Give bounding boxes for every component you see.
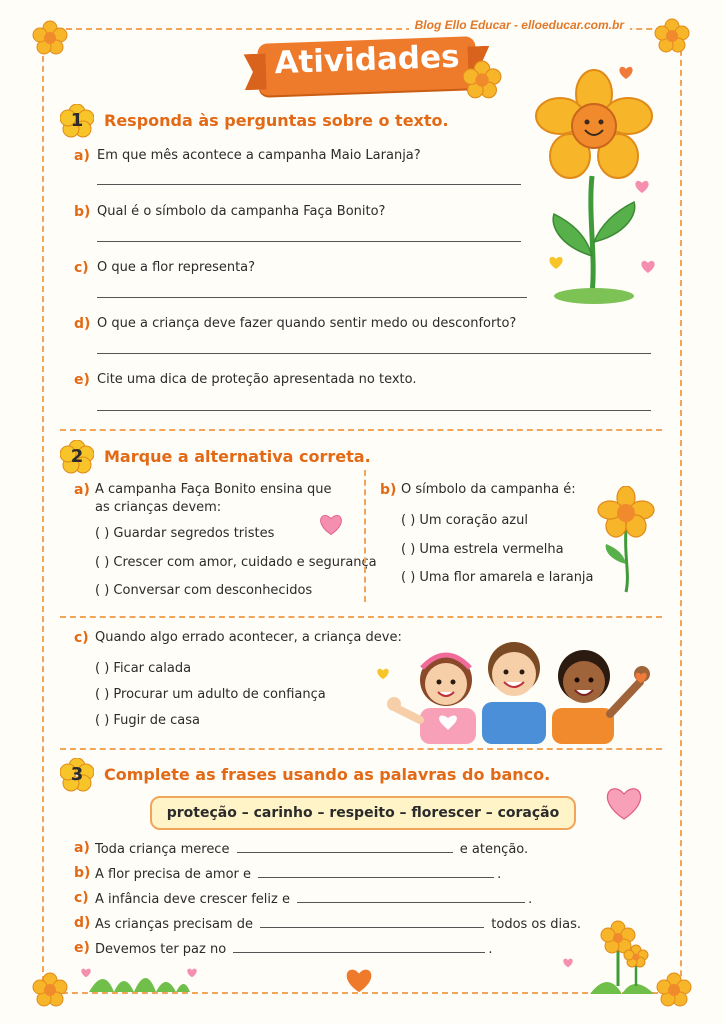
- sentence-after: .: [488, 942, 493, 957]
- heart-icon: [634, 672, 648, 684]
- section3-heading: Complete as frases usando as palavras do banco.: [104, 765, 551, 784]
- sentence-after: todos os dias.: [491, 917, 582, 932]
- option-checkbox[interactable]: ( ) Uma flor amarela e laranja: [401, 570, 594, 585]
- sentence-row: [95, 865, 501, 882]
- sentence-before: A infância deve crescer feliz e: [95, 892, 290, 907]
- section-divider: [60, 616, 662, 618]
- sentence-before: As crianças precisam de: [95, 917, 253, 932]
- heart-icon: [562, 958, 574, 968]
- section1-heading: Responda às perguntas sobre o texto.: [104, 111, 449, 130]
- question-letter: e): [74, 372, 90, 388]
- option-checkbox[interactable]: ( ) Conversar com desconhecidos: [95, 583, 313, 598]
- sentence-letter: c): [74, 890, 89, 906]
- word-bank: proteção – carinho – respeito – florescer – coração: [150, 796, 576, 830]
- sentence-letter: d): [74, 915, 91, 931]
- blog-credit: Blog Ello Educar - elloeducar.com.br: [409, 18, 630, 32]
- sentence-after: e atenção.: [459, 842, 529, 857]
- flower-icon: [596, 486, 656, 594]
- heart-icon: [344, 968, 374, 994]
- title-flower-icon: [462, 60, 502, 100]
- heart-icon: [634, 180, 650, 194]
- corner-flower-icon: [32, 20, 68, 56]
- option-checkbox[interactable]: ( ) Procurar um adulto de confiança: [95, 687, 326, 702]
- page-title: Atividades: [273, 38, 461, 82]
- question-text: Qual é o símbolo da campanha Faça Bonito?: [97, 204, 386, 219]
- corner-flower-icon: [656, 972, 692, 1008]
- option-checkbox[interactable]: ( ) Crescer com amor, cuidado e segurança: [95, 555, 377, 570]
- section2-heading: Marque a alternativa correta.: [104, 447, 371, 466]
- question-text: O que a criança deve fazer quando sentir medo ou desconforto?: [97, 316, 517, 331]
- sentence-row: [95, 840, 528, 857]
- corner-flower-icon: [32, 972, 68, 1008]
- heart-icon: [80, 968, 92, 978]
- fill-blank[interactable]: [297, 890, 525, 903]
- question-text: A campanha Faça Bonito ensina que: [95, 482, 332, 497]
- fill-blank[interactable]: [260, 915, 484, 928]
- heart-icon: [376, 668, 390, 680]
- sentence-before: A flor precisa de amor e: [95, 867, 252, 882]
- section-divider: [60, 429, 662, 431]
- heart-icon: [186, 968, 198, 978]
- option-checkbox[interactable]: ( ) Guardar segredos tristes: [95, 526, 275, 541]
- question-text: O que a flor representa?: [97, 260, 256, 275]
- heart-icon: [640, 260, 656, 274]
- sentence-letter: a): [74, 840, 90, 856]
- sentence-row: [95, 890, 532, 907]
- section-divider: [60, 748, 662, 750]
- flower-cluster-icon: [588, 920, 656, 994]
- fill-blank[interactable]: [237, 840, 453, 853]
- question-letter: b): [74, 204, 91, 220]
- question-text: Cite uma dica de proteção apresentada no texto.: [97, 372, 417, 387]
- section3-number: 3: [70, 764, 84, 785]
- column-divider: [364, 470, 366, 602]
- heart-icon: [548, 256, 564, 270]
- heart-icon: [604, 786, 644, 822]
- heart-icon: [618, 66, 634, 80]
- section1-number: 1: [70, 110, 84, 131]
- option-checkbox[interactable]: ( ) Uma estrela vermelha: [401, 542, 564, 557]
- question-letter: b): [380, 482, 397, 498]
- sentence-after: .: [528, 892, 533, 907]
- option-checkbox[interactable]: ( ) Ficar calada: [95, 661, 192, 676]
- question-letter: c): [74, 260, 89, 276]
- question-letter: a): [74, 148, 90, 164]
- sentence-after: .: [497, 867, 502, 882]
- grass-decoration: [84, 962, 194, 992]
- answer-line[interactable]: [97, 353, 651, 354]
- answer-line[interactable]: [97, 241, 521, 242]
- question-letter: c): [74, 630, 89, 646]
- sentence-before: Toda criança merece: [95, 842, 230, 857]
- answer-line[interactable]: [97, 297, 527, 298]
- fill-blank[interactable]: [258, 865, 494, 878]
- sentence-row: [95, 915, 581, 932]
- question-text: O símbolo da campanha é:: [401, 482, 576, 497]
- section2-number: 2: [70, 446, 84, 467]
- question-text: Em que mês acontece a campanha Maio Laranja?: [97, 148, 421, 163]
- answer-line[interactable]: [97, 184, 521, 185]
- option-checkbox[interactable]: ( ) Fugir de casa: [95, 713, 200, 728]
- children-illustration: [384, 628, 660, 744]
- question-text: as crianças devem:: [95, 500, 222, 515]
- fill-blank[interactable]: [233, 940, 485, 953]
- corner-flower-icon: [654, 18, 690, 54]
- heart-icon: [318, 514, 344, 536]
- sentence-row: [95, 940, 492, 957]
- sentence-letter: b): [74, 865, 91, 881]
- answer-line[interactable]: [97, 410, 651, 411]
- sentence-before: Devemos ter paz no: [95, 942, 227, 957]
- sentence-letter: e): [74, 940, 90, 956]
- question-letter: d): [74, 316, 91, 332]
- question-text: Quando algo errado acontecer, a criança deve:: [95, 630, 402, 645]
- option-checkbox[interactable]: ( ) Um coração azul: [401, 513, 528, 528]
- question-letter: a): [74, 482, 90, 498]
